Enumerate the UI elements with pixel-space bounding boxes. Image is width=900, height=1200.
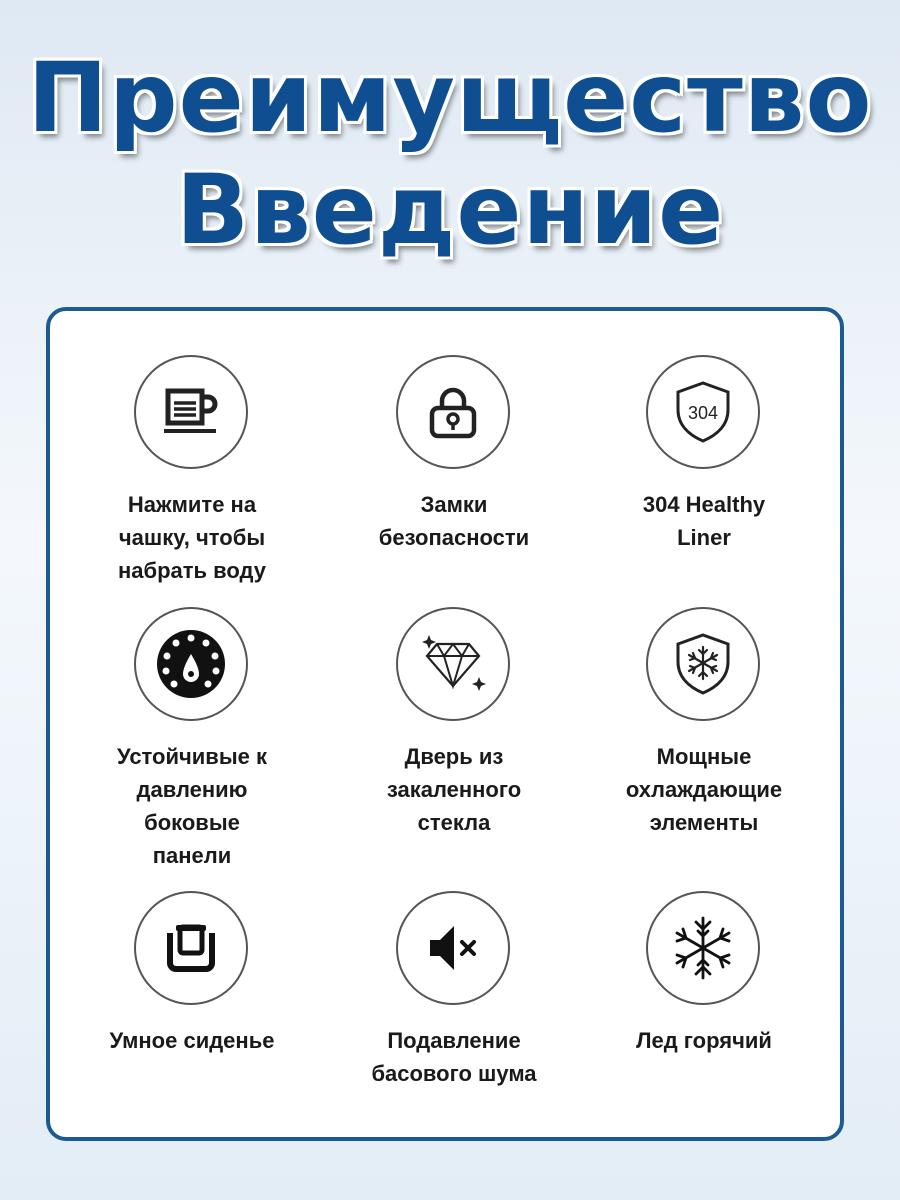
shield-304-icon [646, 355, 760, 469]
snowflake-shield-icon [646, 607, 760, 721]
feature-label: Дверь из закаленного стекла [386, 744, 522, 835]
feature-label: Мощные охлаждающие элементы [625, 744, 783, 835]
feature-label: Подавление басового шума [371, 1028, 537, 1086]
diamond-icon [396, 607, 510, 721]
snowflake-icon [646, 891, 760, 1005]
features-card [46, 307, 844, 1141]
feature-label: Умное сиденье [109, 1028, 275, 1053]
feature-label: Лед горячий [636, 1028, 772, 1053]
lock-icon [396, 355, 510, 469]
title-line-1: Преимущество [27, 42, 873, 154]
cup-icon [134, 355, 248, 469]
feature-label: Устойчивые к давлению боковые панели [117, 744, 267, 868]
feature-label: Нажмите на чашку, чтобы набрать воду [117, 492, 267, 583]
feature-label: 304 Healthy Liner [642, 492, 766, 550]
seat-icon [134, 891, 248, 1005]
feature-label: Замки безопасности [378, 492, 530, 550]
pressure-gauge-icon [134, 607, 248, 721]
mute-speaker-icon [396, 891, 510, 1005]
svg-text:304: 304 [687, 403, 719, 423]
title-line-2: Введение [175, 154, 725, 266]
page-title [0, 42, 900, 266]
